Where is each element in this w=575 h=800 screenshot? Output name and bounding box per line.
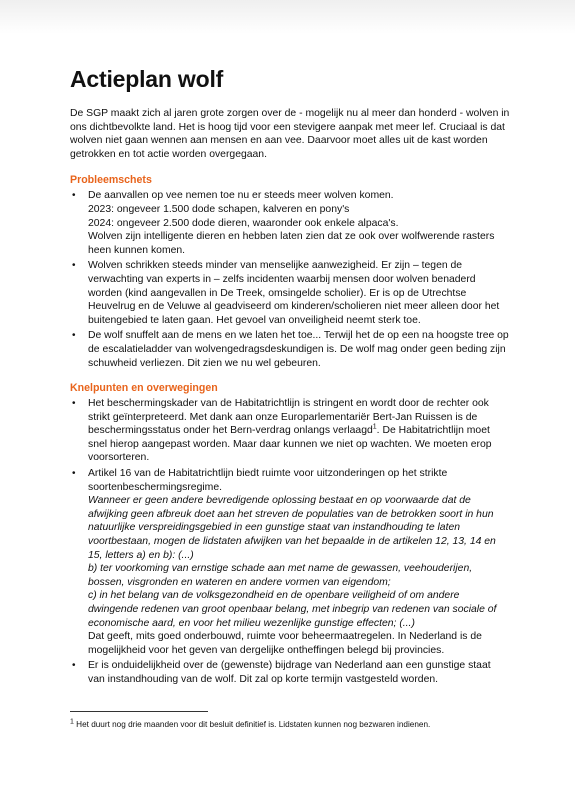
list-item-line: De wolf snuffelt aan de mens en we laten het toe... Terwijl het de op een na hoogste tree op de escalatieladder van wolvengedragsdeskundigen is. De wolf mag onder geen beding zijn schuwheid verliezen. Dit zien we nu wel gebeuren.	[88, 330, 509, 369]
list-item	[70, 467, 510, 657]
list-item	[70, 259, 510, 327]
list-item	[70, 397, 510, 465]
page-title: Actieplan wolf	[70, 66, 224, 92]
bullet-icon: •	[72, 660, 76, 672]
list-item-line: 2024: ongeveer 2.500 dode dieren, waaronder ook enkele alpaca's.	[88, 217, 399, 229]
bullet-icon: •	[72, 260, 76, 272]
bullet-icon: •	[72, 468, 76, 480]
knelpunten-list	[70, 397, 510, 686]
quoted-article-text: Wanneer er geen andere bevredigende oplossing bestaat en op voorwaarde dat de afwijking geen afbreuk doet aan het streven de populaties van de betrokken soort in hun natuurlijke verspreidingsgebied in een gunstige staat van instandhouding te laten voortbestaan, mogen de lidstaten afwijken van het bepaalde in de artikelen 12, 13, 14 en 15, letters a) en b): (...)	[88, 495, 496, 561]
footnote-marker: 1	[70, 718, 74, 726]
list-item-text: Het beschermingskader van de Habitatrichtlijn is stringent en wordt door de rechter ook strikt geïnterpreteerd. Met dank aan onze Europarlementariër Bert-Jan Ruissen is de beschermingsstatus onder het Bern-verdrag onlangs verlaagd	[88, 398, 489, 437]
list-item	[70, 659, 510, 686]
section-heading-probleemschets: Probleemschets	[70, 174, 152, 187]
footnote-divider	[70, 711, 208, 712]
list-item-line: Wolven schrikken steeds minder van menselijke aanwezigheid. Er zijn – tegen de verwachting van experts in – zelfs incidenten waarbij mensen door wolven benaderd worden (kind aangevallen in De Treek, omsingelde scholier). Er is op de Utrechtse Heuvelrug en de Veluwe al geadviseerd om kinderen/scholieren niet meer alleen door het buitengebied te laten gaan. Het gevoel van onveiligheid neemt sterk toe.	[88, 260, 500, 326]
quoted-article-clause-c: c) in het belang van de volksgezondheid en de openbare veiligheid of om andere dwingende redenen van groot openbaar belang, met inbegrip van redenen van sociale of economische aard, en voor het milieu wezenlijke gunstige effecten; (...)	[88, 590, 497, 629]
list-item-text: . De Habitatrichtlijn moet snel hierop aangepast worden. Maar daar kunnen we niet op wachten. We moeten erop voorsorteren.	[88, 425, 492, 464]
list-item	[70, 329, 510, 370]
footnote-text: Het duurt nog drie maanden voor dit besluit definitief is. Lidstaten kunnen nog bezwaren indienen.	[73, 720, 431, 729]
quoted-article-clause-b: b) ter voorkoming van ernstige schade aan met name de gewassen, veehouderijen, bossen, visgronden en wateren en andere vormen van eigendom;	[88, 563, 473, 588]
intro-paragraph: De SGP maakt zich al jaren grote zorgen over de - mogelijk nu al meer dan honderd - wolven in ons dichtbevolkte land. Het is hoog tijd voor een stevigere aanpak met meer lef. Cruciaal is dat wolven niet gaan wennen aan mensen en aan vee. Daarvoor moet alles uit de kast worden getrokken en tot actie worden overgegaan.	[70, 108, 510, 160]
list-item-lead: Artikel 16 van de Habitatrichtlijn biedt ruimte voor uitzonderingen op het strikte soortenbeschermingsregime.	[88, 468, 448, 493]
list-item-line: Wolven zijn intelligente dieren en hebben laten zien dat ze ook over wolfwerende rasters heen kunnen komen.	[88, 231, 495, 256]
viewer-top-bar	[0, 0, 575, 34]
bullet-icon: •	[72, 190, 76, 202]
bullet-icon: •	[72, 330, 76, 342]
footnote	[70, 719, 510, 730]
list-item	[70, 189, 510, 257]
list-item-line: Er is onduidelijkheid over de (gewenste) bijdrage van Nederland aan een gunstige staat van instandhouding van de wolf. Dit zal op korte termijn vastgesteld worden.	[88, 660, 491, 685]
section-heading-knelpunten: Knelpunten en overwegingen	[70, 382, 218, 395]
list-item-line: De aanvallen op vee nemen toe nu er steeds meer wolven komen.	[88, 190, 394, 202]
document-page	[70, 66, 510, 698]
footnote-reference[interactable]: 1	[372, 423, 377, 431]
probleemschets-list	[70, 189, 510, 370]
list-item-line: 2023: ongeveer 1.500 dode schapen, kalveren en pony's	[88, 203, 350, 215]
bullet-icon: •	[72, 398, 76, 410]
list-item-tail: Dat geeft, mits goed onderbouwd, ruimte voor beheermaatregelen. In Nederland is de mogelijkheid voor het geven van dergelijke ontheffingen belegd bij provincies.	[88, 631, 482, 656]
